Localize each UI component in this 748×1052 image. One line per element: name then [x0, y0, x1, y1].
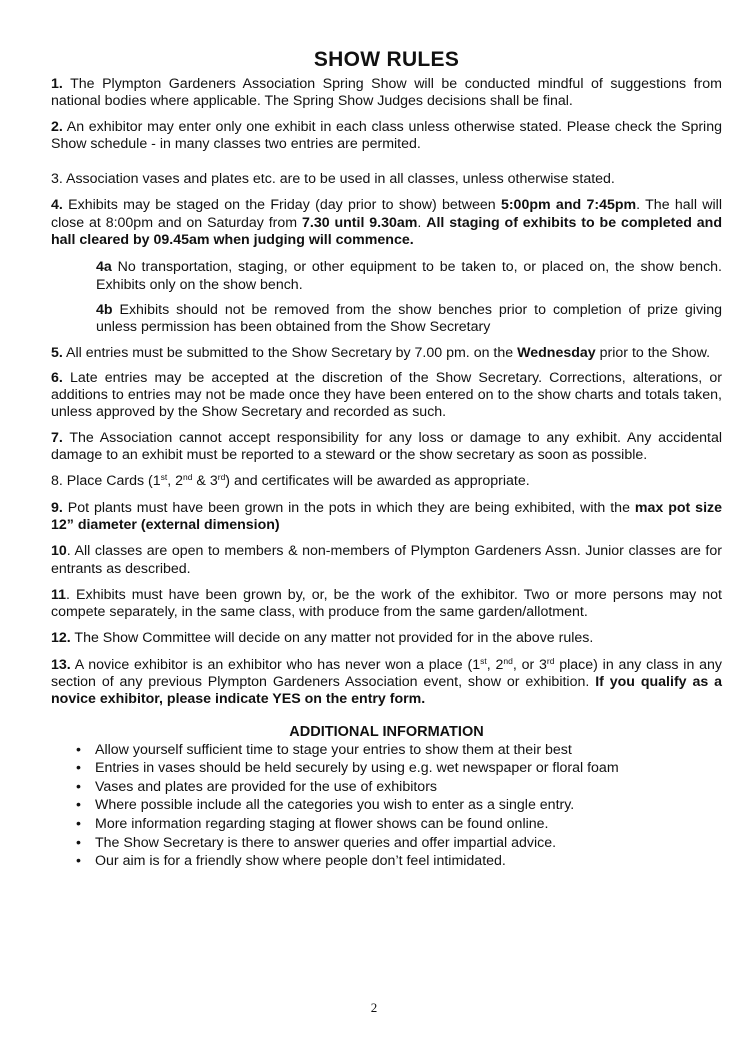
rule-text: . The hall will close at 8:00pm and on Saturday from: [51, 197, 722, 231]
rule-number: 13.: [51, 656, 71, 673]
list-item-text: Allow yourself sufficient time to stage your entries to show them at their best: [95, 741, 572, 758]
additional-info-list: [51, 741, 722, 871]
rule-text: . All classes are open to members & non-members of Plympton Gardeners Assn. Junior classes are for entrants as described.: [51, 543, 722, 577]
rule-text: , or 3: [512, 656, 547, 673]
list-item-text: More information regarding staging at flower shows can be found online.: [95, 815, 549, 832]
rule-5: [51, 345, 722, 362]
rule-number: 6.: [51, 369, 63, 386]
rule-number: 9.: [51, 499, 63, 516]
rule-4: [51, 197, 722, 249]
document-page: [51, 48, 722, 871]
rule-text: No transportation, staging, or other equipment to be taken to, or placed on, the show bench. Exhibits only on the show bench.: [96, 259, 722, 293]
rule-bold-text: 5:00pm and 7:45pm: [500, 197, 637, 214]
list-item-text: Our aim is for a friendly show where people don’t feel intimidated.: [95, 853, 506, 870]
rule-text: 3. Association vases and plates etc. are to be used in all classes, unless otherwise stated.: [51, 171, 615, 188]
rule-4a: [51, 259, 722, 294]
list-item: [51, 741, 722, 760]
rule-text: , 2: [167, 473, 184, 490]
list-item: [51, 834, 722, 853]
rule-11: [51, 587, 722, 622]
bullet-icon: •: [76, 760, 81, 777]
list-item: [51, 815, 722, 834]
page-number: 2: [370, 1000, 378, 1015]
rule-number: 2.: [51, 118, 63, 135]
bullet-icon: •: [76, 834, 81, 851]
list-item-text: The Show Secretary is there to answer queries and offer impartial advice.: [95, 834, 557, 851]
rule-2: [51, 119, 722, 154]
list-item-text: Vases and plates are provided for the use of exhibitors: [95, 778, 438, 795]
bullet-icon: •: [76, 797, 81, 814]
rule-7: [51, 430, 722, 465]
rule-text: , 2: [486, 656, 504, 673]
rule-text: Exhibits should not be removed from the show benches prior to completion of prize giving unless permission has been obtained from the Show Secretary: [96, 301, 722, 336]
rule-1: [51, 76, 722, 111]
rule-text: The Plympton Gardeners Association Spring Show will be conducted mindful of suggestions from national bodies where applicable. The Spring Show Judges decisions shall be final.: [51, 76, 722, 110]
rule-8: [51, 473, 722, 490]
rule-bold-text: All staging of exhibits to be completed and hall cleared by 09.45am when judging will commence.: [51, 214, 723, 249]
list-item-text: Entries in vases should be held securely by using e.g. wet newspaper or floral foam: [95, 760, 619, 777]
rule-number: 7.: [51, 429, 63, 446]
rule-10: [51, 543, 722, 578]
bullet-icon: •: [76, 853, 81, 870]
rule-text: All entries must be submitted to the Show Secretary by 7.00 pm. on the: [62, 344, 518, 361]
rule-12: [51, 630, 722, 647]
list-item-text: Where possible include all the categories you wish to enter as a single entry.: [95, 797, 575, 814]
rule-text: .: [417, 214, 427, 231]
ordinal-suffix: rd: [546, 655, 555, 666]
rule-bold-text: max pot size 12” diameter (external dimension): [51, 499, 722, 533]
rule-text: A novice exhibitor is an exhibitor who has never won a place (1: [70, 656, 481, 673]
rule-text: place) in any class in any section of any previous Plympton Gardeners Association event, show or exhibition.: [51, 656, 723, 691]
rule-text: Late entries may be accepted at the discretion of the Show Secretary. Corrections, alterations, or additions to entries may not be made once they have been entered on to the show charts and totals taken, unless approved by the Show Secretary and recorded as such.: [51, 369, 722, 421]
rule-number: 12.: [51, 630, 71, 647]
rule-text: The Association cannot accept responsibility for any loss or damage to any exhibit. Any accidental damage to an exhibit must be reported to a steward or the show secretary as soon as possible.: [51, 429, 722, 464]
rule-text: prior to the Show.: [595, 344, 711, 361]
ordinal-suffix: st: [160, 472, 168, 483]
bullet-icon: •: [76, 778, 81, 795]
rule-text: 8. Place Cards (1: [51, 473, 161, 490]
rule-text: Exhibits may be staged on the Friday (day prior to show) between: [62, 197, 501, 214]
list-item: [51, 852, 722, 871]
rule-number: 1.: [51, 76, 63, 92]
rule-text: An exhibitor may enter only one exhibit in each class unless otherwise stated. Please check the Spring Show schedule - in many classes two entries are permited.: [51, 118, 722, 152]
rule-text: ) and certificates will be awarded as appropriate.: [225, 473, 530, 490]
bullet-icon: •: [76, 741, 81, 758]
rule-number: 4a: [96, 259, 112, 276]
additional-info-heading: ADDITIONAL INFORMATION: [289, 723, 484, 740]
rule-text: . Exhibits must have been grown by, or, be the work of the exhibitor. Two or more persons may not compete separately, in the same class, with produce from the same garden/allotment.: [51, 586, 722, 621]
rule-3: [51, 171, 722, 188]
ordinal-suffix: st: [480, 655, 487, 666]
rule-number: 5.: [51, 344, 63, 361]
rule-number: 4.: [51, 197, 63, 214]
rule-text: & 3: [192, 473, 218, 490]
page-title: SHOW RULES: [313, 48, 460, 71]
rule-number: 4b: [96, 301, 113, 318]
rule-text: Pot plants must have been grown in the pots in which they are being exhibited, with the: [62, 499, 635, 516]
bullet-icon: •: [76, 815, 81, 832]
rule-4b: [51, 302, 722, 337]
rule-number: 10: [51, 543, 67, 560]
list-item: [51, 778, 722, 797]
ordinal-suffix: nd: [183, 472, 193, 483]
rule-6: [51, 370, 722, 422]
rule-bold-text: 7.30 until 9.30am: [301, 214, 418, 231]
rule-9: [51, 500, 722, 535]
rule-text: The Show Committee will decide on any matter not provided for in the above rules.: [70, 630, 594, 647]
ordinal-suffix: nd: [503, 655, 513, 666]
list-item: [51, 796, 722, 815]
list-item: [51, 759, 722, 778]
rule-13: [51, 657, 722, 709]
rule-bold-text: If you qualify as a novice exhibitor, please indicate YES on the entry form.: [51, 674, 722, 708]
rule-bold-text: Wednesday: [517, 344, 596, 361]
ordinal-suffix: rd: [217, 472, 226, 483]
rule-number: 11: [51, 586, 66, 603]
